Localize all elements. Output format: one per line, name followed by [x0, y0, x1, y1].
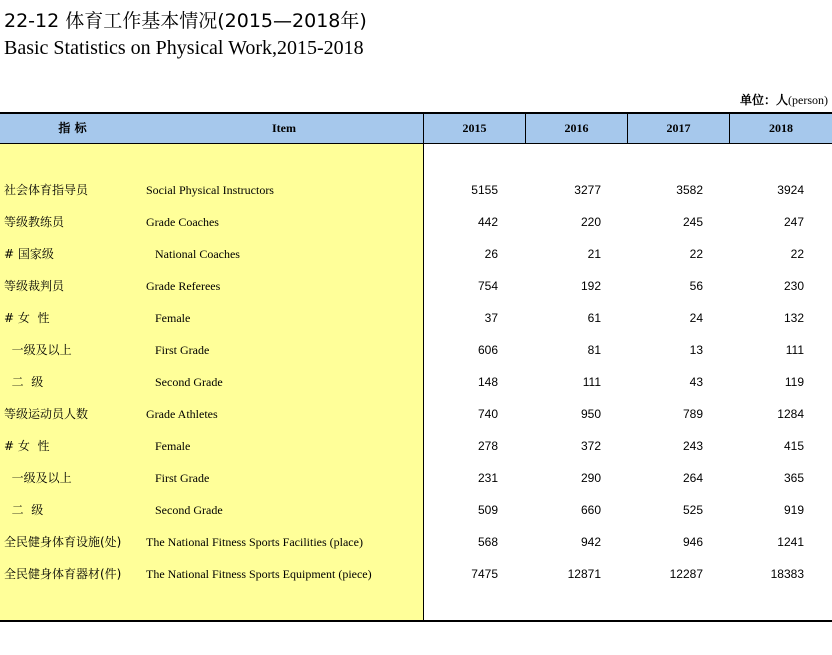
value-2017: 525 — [682, 503, 703, 517]
value-2018: 3924 — [777, 183, 804, 197]
value-2017: 243 — [682, 439, 703, 453]
header-divider — [525, 114, 526, 143]
value-2016: 81 — [587, 343, 601, 357]
row-label-en: Grade Athletes — [146, 407, 218, 421]
header-divider — [729, 114, 730, 143]
title-english: Basic Statistics on Physical Work,2015-2018 — [4, 37, 364, 59]
value-2017: 789 — [682, 407, 703, 421]
header-year-2017: 2017 — [666, 121, 691, 135]
table-row — [0, 270, 832, 302]
row-label-en: Grade Coaches — [146, 215, 219, 229]
table-row — [0, 238, 832, 270]
row-label-zh: 一级及以上 — [4, 471, 72, 485]
row-label-en: Second Grade — [155, 503, 223, 517]
value-2015: 606 — [477, 343, 498, 357]
table-row — [0, 398, 832, 430]
value-2015: 442 — [477, 215, 498, 229]
row-label-zh: # 女 性 — [4, 439, 50, 453]
row-label-zh: 二 级 — [4, 503, 44, 517]
value-2018: 18383 — [770, 567, 804, 581]
row-label-en: First Grade — [155, 471, 210, 485]
value-2017: 56 — [689, 279, 703, 293]
value-2018: 415 — [783, 439, 804, 453]
table-row — [0, 334, 832, 366]
table-header — [0, 114, 832, 144]
value-2016: 950 — [580, 407, 601, 421]
header-year-2015: 2015 — [462, 121, 487, 135]
row-label-en: Social Physical Instructors — [146, 183, 274, 197]
value-2017: 24 — [689, 311, 703, 325]
value-2015: 740 — [477, 407, 498, 421]
row-label-en: Female — [155, 311, 191, 325]
row-label-en: The National Fitness Sports Facilities (place) — [146, 535, 363, 549]
value-2016: 192 — [580, 279, 601, 293]
value-2016: 290 — [580, 471, 601, 485]
row-label-en: Female — [155, 439, 191, 453]
value-2015: 5155 — [471, 183, 498, 197]
value-2018: 230 — [783, 279, 804, 293]
row-label-en: National Coaches — [155, 247, 240, 261]
value-2017: 22 — [689, 247, 703, 261]
row-label-en: Grade Referees — [146, 279, 221, 293]
value-2017: 43 — [689, 375, 703, 389]
value-2017: 13 — [689, 343, 703, 357]
value-2016: 220 — [580, 215, 601, 229]
row-label-zh: # 国家级 — [4, 247, 54, 261]
value-2016: 12871 — [567, 567, 601, 581]
table-row — [0, 526, 832, 558]
table-row — [0, 462, 832, 494]
table-row — [0, 366, 832, 398]
row-label-zh: 全民健身体育设施(处) — [4, 535, 122, 549]
unit-label — [740, 91, 828, 108]
row-label-zh: 等级运动员人数 — [4, 407, 89, 421]
value-2015: 26 — [484, 247, 498, 261]
value-2017: 245 — [682, 215, 703, 229]
unit-label-en: (person) — [788, 93, 828, 107]
value-2016: 3277 — [574, 183, 601, 197]
value-2017: 12287 — [669, 567, 703, 581]
header-item: Item — [272, 121, 296, 135]
value-2018: 365 — [783, 471, 804, 485]
table-row — [0, 430, 832, 462]
table-row — [0, 558, 832, 590]
header-year-2016: 2016 — [564, 121, 589, 135]
value-2015: 7475 — [471, 567, 498, 581]
value-2016: 21 — [587, 247, 601, 261]
value-2015: 568 — [477, 535, 498, 549]
row-label-zh: 等级裁判员 — [4, 279, 65, 293]
value-2017: 946 — [682, 535, 703, 549]
row-label-zh: 等级教练员 — [4, 215, 65, 229]
row-label-en: Second Grade — [155, 375, 223, 389]
row-label-zh: 二 级 — [4, 375, 44, 389]
value-2015: 148 — [477, 375, 498, 389]
table-bottom-rule — [0, 620, 832, 622]
value-2018: 119 — [784, 375, 804, 389]
row-label-zh: # 女 性 — [4, 311, 50, 325]
value-2018: 919 — [783, 503, 804, 517]
table-row — [0, 302, 832, 334]
header-year-2018: 2018 — [769, 121, 793, 135]
row-label-en: The National Fitness Sports Equipment (piece) — [146, 567, 372, 581]
value-2015: 278 — [477, 439, 498, 453]
value-2017: 264 — [682, 471, 703, 485]
value-2018: 22 — [790, 247, 804, 261]
row-label-zh: 社会体育指导员 — [4, 183, 89, 197]
value-2018: 111 — [785, 343, 804, 357]
value-2018: 1241 — [777, 535, 804, 549]
value-2018: 132 — [783, 311, 804, 325]
value-2015: 231 — [477, 471, 498, 485]
value-2015: 754 — [477, 279, 498, 293]
value-2016: 660 — [580, 503, 601, 517]
value-2015: 509 — [477, 503, 498, 517]
unit-label-zh: 单位：人 — [740, 93, 789, 107]
value-2018: 1284 — [777, 407, 804, 421]
header-divider — [627, 114, 628, 143]
value-2016: 942 — [580, 535, 601, 549]
header-indicator: 指 标 — [58, 121, 87, 135]
row-label-zh: 一级及以上 — [4, 343, 72, 357]
table-row — [0, 206, 832, 238]
value-2016: 372 — [580, 439, 601, 453]
value-2017: 3582 — [676, 183, 703, 197]
table-row — [0, 494, 832, 526]
table-top-rule — [0, 112, 832, 114]
value-2016: 111 — [582, 375, 601, 389]
row-label-zh: 全民健身体育器材(件) — [4, 567, 122, 581]
value-2016: 61 — [587, 311, 601, 325]
value-2018: 247 — [783, 215, 804, 229]
row-label-en: First Grade — [155, 343, 210, 357]
value-2015: 37 — [484, 311, 498, 325]
table-row — [0, 174, 832, 206]
title-chinese: 22-12 体育工作基本情况(2015—2018年) — [4, 10, 367, 32]
statistics-table — [0, 112, 832, 622]
